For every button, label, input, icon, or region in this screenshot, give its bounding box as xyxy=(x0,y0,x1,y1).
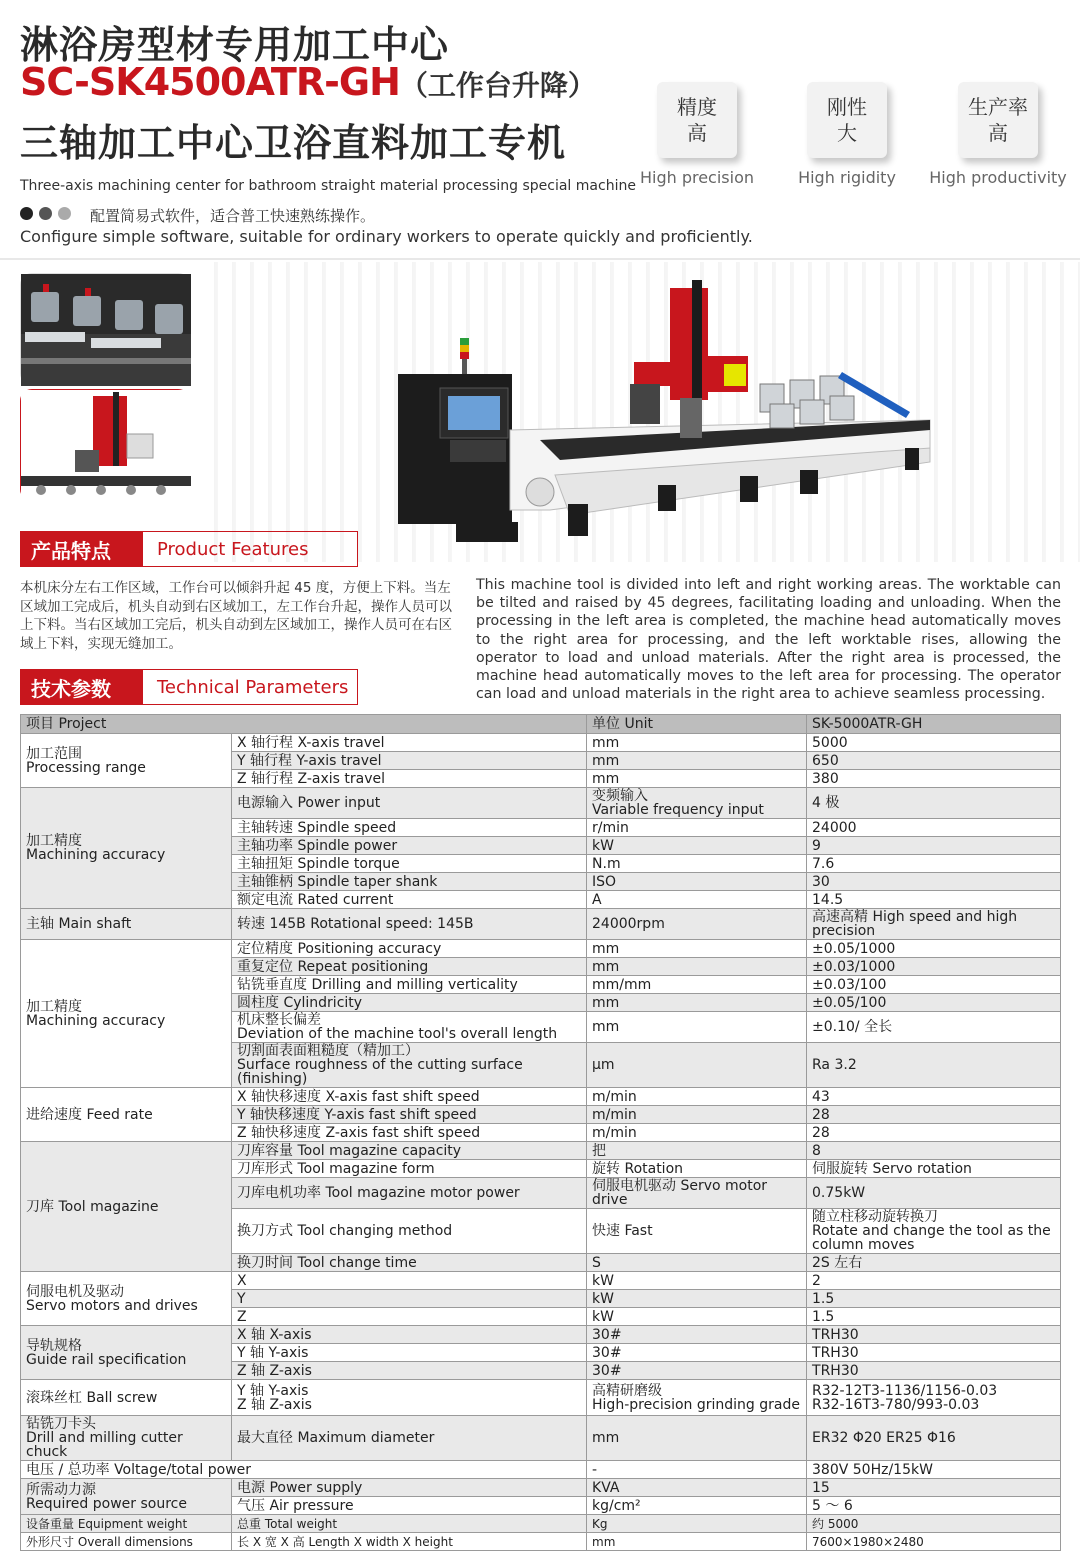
dot-1 xyxy=(20,207,33,220)
feature-precision xyxy=(622,82,772,187)
group-label: 所需动力源 Required power source xyxy=(21,1479,232,1515)
header-unit: 单位 Unit xyxy=(587,715,807,734)
param-name: 机床整长偏差 Deviation of the machine tool's overall length xyxy=(232,1012,587,1043)
param-name: 转速 145B Rotational speed: 145B xyxy=(232,909,587,940)
param-unit: r/min xyxy=(587,819,807,837)
model-number: SC-SK4500ATR-GH xyxy=(20,60,400,104)
table-row xyxy=(21,1515,1061,1533)
group-label: 伺服电机及驱动 Servo motors and drives xyxy=(21,1272,232,1326)
param-name: Y 轴行程 Y-axis travel xyxy=(232,752,587,770)
param-value: 伺服旋转 Servo rotation xyxy=(807,1160,1061,1178)
feature-rigidity xyxy=(772,82,922,187)
param-value: Ra 3.2 xyxy=(807,1043,1061,1088)
param-value: 高速高精 High speed and high precision xyxy=(807,909,1061,940)
param-unit: m/min xyxy=(587,1124,807,1142)
param-unit: 伺服电机驱动 Servo motor drive xyxy=(587,1178,807,1209)
technical-parameters-cn: 技术参数 xyxy=(21,670,143,704)
param-value: 5 ～ 6 xyxy=(807,1497,1061,1515)
param-name: 额定电流 Rated current xyxy=(232,891,587,909)
param-value: 28 xyxy=(807,1106,1061,1124)
param-value: ±0.03/100 xyxy=(807,976,1061,994)
param-name: X xyxy=(232,1272,587,1290)
product-features-cn: 产品特点 xyxy=(21,532,143,566)
param-name: 总重 Total weight xyxy=(232,1515,587,1533)
param-value: R32-12T3-1136/1156-0.03 R32-16T3-780/993-0.03 xyxy=(807,1380,1061,1416)
param-value: 8 xyxy=(807,1142,1061,1160)
table-row xyxy=(21,1142,1061,1160)
feature-cn2: 大 xyxy=(837,121,857,145)
param-unit: mm xyxy=(587,734,807,752)
group-label: 刀库 Tool magazine xyxy=(21,1142,232,1272)
param-value: 14.5 xyxy=(807,891,1061,909)
param-name: 换刀方式 Tool changing method xyxy=(232,1209,587,1254)
header-project: 项目 Project xyxy=(21,715,587,734)
group-label: 钻铣刀卡头 Drill and milling cutter chuck xyxy=(21,1416,232,1461)
table-row xyxy=(21,940,1061,958)
param-unit: 旋转 Rotation xyxy=(587,1160,807,1178)
param-value: ±0.10/ 全长 xyxy=(807,1012,1061,1043)
param-unit: m/min xyxy=(587,1106,807,1124)
dot-3 xyxy=(58,207,71,220)
param-unit: mm xyxy=(587,1533,807,1551)
technical-parameters-heading xyxy=(20,669,358,705)
param-unit: mm xyxy=(587,958,807,976)
param-unit: kg/cm² xyxy=(587,1497,807,1515)
spec-table xyxy=(20,714,1061,1551)
param-name: Z 轴快移速度 Z-axis fast shift speed xyxy=(232,1124,587,1142)
param-unit: 30# xyxy=(587,1326,807,1344)
param-name: 主轴锥柄 Spindle taper shank xyxy=(232,873,587,891)
param-unit: kW xyxy=(587,837,807,855)
param-unit: KVA xyxy=(587,1479,807,1497)
header-model: SK-5000ATR-GH xyxy=(807,715,1061,734)
param-unit: 30# xyxy=(587,1344,807,1362)
param-name: 定位精度 Positioning accuracy xyxy=(232,940,587,958)
feature-productivity xyxy=(923,82,1073,187)
param-value: 约 5000 xyxy=(807,1515,1061,1533)
param-name: Y 轴快移速度 Y-axis fast shift speed xyxy=(232,1106,587,1124)
table-row xyxy=(21,1326,1061,1344)
thumbnail-head-image xyxy=(20,389,190,501)
product-features-en: Product Features xyxy=(157,538,309,560)
param-value: TRH30 xyxy=(807,1344,1061,1362)
param-unit: Kg xyxy=(587,1515,807,1533)
group-label: 进给速度 Feed rate xyxy=(21,1088,232,1142)
param-name: X 轴行程 X-axis travel xyxy=(232,734,587,752)
param-unit: 变频输入 Variable frequency input xyxy=(587,788,807,819)
title-line-1: 淋浴房型材专用加工中心 xyxy=(20,23,450,67)
param-value: 7600×1980×2480 xyxy=(807,1533,1061,1551)
param-name: 电源 Power supply xyxy=(232,1479,587,1497)
param-unit: kW xyxy=(587,1308,807,1326)
param-unit: S xyxy=(587,1254,807,1272)
param-unit: kW xyxy=(587,1272,807,1290)
model-suffix: （工作台升降） xyxy=(399,69,596,102)
feature-box xyxy=(958,82,1038,158)
param-name: 电压 / 总功率 Voltage/total power xyxy=(21,1461,587,1479)
param-unit: mm xyxy=(587,770,807,788)
group-label: 主轴 Main shaft xyxy=(21,909,232,940)
param-unit: mm xyxy=(587,752,807,770)
param-name: Z xyxy=(232,1308,587,1326)
param-name: X 轴快移速度 X-axis fast shift speed xyxy=(232,1088,587,1106)
param-value: 380 xyxy=(807,770,1061,788)
table-row xyxy=(21,1380,1061,1416)
technical-parameters-en: Technical Parameters xyxy=(157,676,349,698)
group-label: 设备重量 Equipment weight xyxy=(21,1515,232,1533)
param-name: X 轴 X-axis xyxy=(232,1326,587,1344)
param-value: 7.6 xyxy=(807,855,1061,873)
param-value: 1.5 xyxy=(807,1290,1061,1308)
param-value: 28 xyxy=(807,1124,1061,1142)
param-unit: mm/mm xyxy=(587,976,807,994)
param-name: 长 X 宽 X 高 Length X width X height xyxy=(232,1533,587,1551)
dot-2 xyxy=(39,207,52,220)
feature-en: High precision xyxy=(639,168,755,187)
param-name: 最大直径 Maximum diameter xyxy=(232,1416,587,1461)
feature-cn1: 生产率 xyxy=(968,95,1028,119)
machine-illustration xyxy=(390,280,950,560)
group-label: 加工精度 Machining accuracy xyxy=(21,788,232,909)
param-name: 主轴功率 Spindle power xyxy=(232,837,587,855)
table-row xyxy=(21,1416,1061,1461)
feature-cn2: 高 xyxy=(687,121,707,145)
group-label: 加工范围 Processing range xyxy=(21,734,232,788)
param-value: 9 xyxy=(807,837,1061,855)
table-row xyxy=(21,1088,1061,1106)
param-value: 1.5 xyxy=(807,1308,1061,1326)
table-row xyxy=(21,1533,1061,1551)
param-name: Y 轴 Y-axis Z 轴 Z-axis xyxy=(232,1380,587,1416)
param-name: 主轴转速 Spindle speed xyxy=(232,819,587,837)
param-name: Z 轴 Z-axis xyxy=(232,1362,587,1380)
param-unit: μm xyxy=(587,1043,807,1088)
group-label: 外形尺寸 Overall dimensions xyxy=(21,1533,232,1551)
thumbnail-clamps-image xyxy=(20,273,190,385)
feature-en: High productivity xyxy=(929,168,1067,187)
param-unit: kW xyxy=(587,1290,807,1308)
param-name: 电源输入 Power input xyxy=(232,788,587,819)
table-row xyxy=(21,788,1061,819)
param-unit: 24000rpm xyxy=(587,909,807,940)
feature-cn2: 高 xyxy=(988,121,1008,145)
param-unit: ISO xyxy=(587,873,807,891)
param-name: 切割面表面粗糙度（精加工） Surface roughness of the cutting surface (finishing) xyxy=(232,1043,587,1088)
table-row xyxy=(21,909,1061,940)
param-unit: mm xyxy=(587,940,807,958)
param-unit: mm xyxy=(587,1012,807,1043)
feature-box xyxy=(807,82,887,158)
param-unit: 30# xyxy=(587,1362,807,1380)
param-value: 15 xyxy=(807,1479,1061,1497)
param-value: ±0.03/1000 xyxy=(807,958,1061,976)
param-name: 钻铣垂直度 Drilling and milling verticality xyxy=(232,976,587,994)
group-label: 导轨规格 Guide rail specification xyxy=(21,1326,232,1380)
param-unit: m/min xyxy=(587,1088,807,1106)
group-label: 滚珠丝杠 Ball screw xyxy=(21,1380,232,1416)
feature-cn1: 精度 xyxy=(677,95,717,119)
param-value: 2S 左右 xyxy=(807,1254,1061,1272)
param-name: Y 轴 Y-axis xyxy=(232,1344,587,1362)
param-name: 换刀时间 Tool change time xyxy=(232,1254,587,1272)
param-unit: N.m xyxy=(587,855,807,873)
param-name: 刀库电机功率 Tool magazine motor power xyxy=(232,1178,587,1209)
table-row xyxy=(21,1461,1061,1479)
param-value: ±0.05/100 xyxy=(807,994,1061,1012)
product-features-text-en: This machine tool is divided into left and right working areas. The worktable can be tilted and raised by 45 degrees, facilitating loading and unloading. When the processing in the left area is completed, the machine head automatically moves to the right area for processing, and the left worktable rises, allowing the operator to load and unload materials. After the right area is processed, the machine head automatically moves to the left area for processing. The operator can load and unload materials in the right area to achieve seamless processing. xyxy=(476,577,1061,703)
param-unit: 把 xyxy=(587,1142,807,1160)
feature-en: High rigidity xyxy=(798,168,896,187)
param-name: 重复定位 Repeat positioning xyxy=(232,958,587,976)
product-features-heading xyxy=(20,531,358,567)
param-value: 0.75kW xyxy=(807,1178,1061,1209)
param-value: 24000 xyxy=(807,819,1061,837)
model-title xyxy=(20,60,596,104)
param-name: Y xyxy=(232,1290,587,1308)
config-cn: 配置简易式软件，适合普工快速熟练操作。 xyxy=(90,207,376,225)
param-name: 刀库形式 Tool magazine form xyxy=(232,1160,587,1178)
param-unit: 快速 Fast xyxy=(587,1209,807,1254)
product-features-text-cn: 本机床分左右工作区域，工作台可以倾斜升起 45 度，方便上下料。当左区域加工完成后，机头自动到右区域加工，左工作台升起，操作人员可以上下料。当右区域加工完后，机头自动到左区域加工，操作人员可在右区域上下料，实现无缝加工。 xyxy=(20,580,452,652)
param-unit: mm xyxy=(587,994,807,1012)
table-header-row xyxy=(21,715,1061,734)
param-value: 5000 xyxy=(807,734,1061,752)
config-en: Configure simple software, suitable for ordinary workers to operate quickly and proficiently. xyxy=(20,227,753,246)
param-value: 随立柱移动旋转换刀 Rotate and change the tool as the column moves xyxy=(807,1209,1061,1254)
subtitle-en: Three-axis machining center for bathroom straight material processing special machine xyxy=(20,178,636,194)
param-value: 4 极 xyxy=(807,788,1061,819)
param-value: 2 xyxy=(807,1272,1061,1290)
clamps-illustration xyxy=(21,274,191,386)
param-name: Z 轴行程 Z-axis travel xyxy=(232,770,587,788)
title-line-3: 三轴加工中心卫浴直料加工专机 xyxy=(20,121,567,165)
param-value: 650 xyxy=(807,752,1061,770)
table-row xyxy=(21,1272,1061,1290)
group-label: 加工精度 Machining accuracy xyxy=(21,940,232,1088)
param-name: 圆柱度 Cylindricity xyxy=(232,994,587,1012)
param-name: 刀库容量 Tool magazine capacity xyxy=(232,1142,587,1160)
feature-cn1: 刚性 xyxy=(827,95,867,119)
param-unit: - xyxy=(587,1461,807,1479)
param-unit: 高精研磨级 High-precision grinding grade xyxy=(587,1380,807,1416)
feature-box xyxy=(657,82,737,158)
param-value: ER32 Φ20 ER25 Φ16 xyxy=(807,1416,1061,1461)
param-value: ±0.05/1000 xyxy=(807,940,1061,958)
param-value: 43 xyxy=(807,1088,1061,1106)
param-unit: mm xyxy=(587,1416,807,1461)
param-value: 30 xyxy=(807,873,1061,891)
param-unit: A xyxy=(587,891,807,909)
param-value: TRH30 xyxy=(807,1362,1061,1380)
table-row xyxy=(21,1479,1061,1497)
header-divider xyxy=(0,258,1080,260)
param-name: 气压 Air pressure xyxy=(232,1497,587,1515)
param-name: 主轴扭矩 Spindle torque xyxy=(232,855,587,873)
table-row xyxy=(21,734,1061,752)
bullet-dots xyxy=(20,207,71,220)
param-value: 380V 50Hz/15kW xyxy=(807,1461,1061,1479)
head-illustration xyxy=(21,390,191,502)
param-value: TRH30 xyxy=(807,1326,1061,1344)
